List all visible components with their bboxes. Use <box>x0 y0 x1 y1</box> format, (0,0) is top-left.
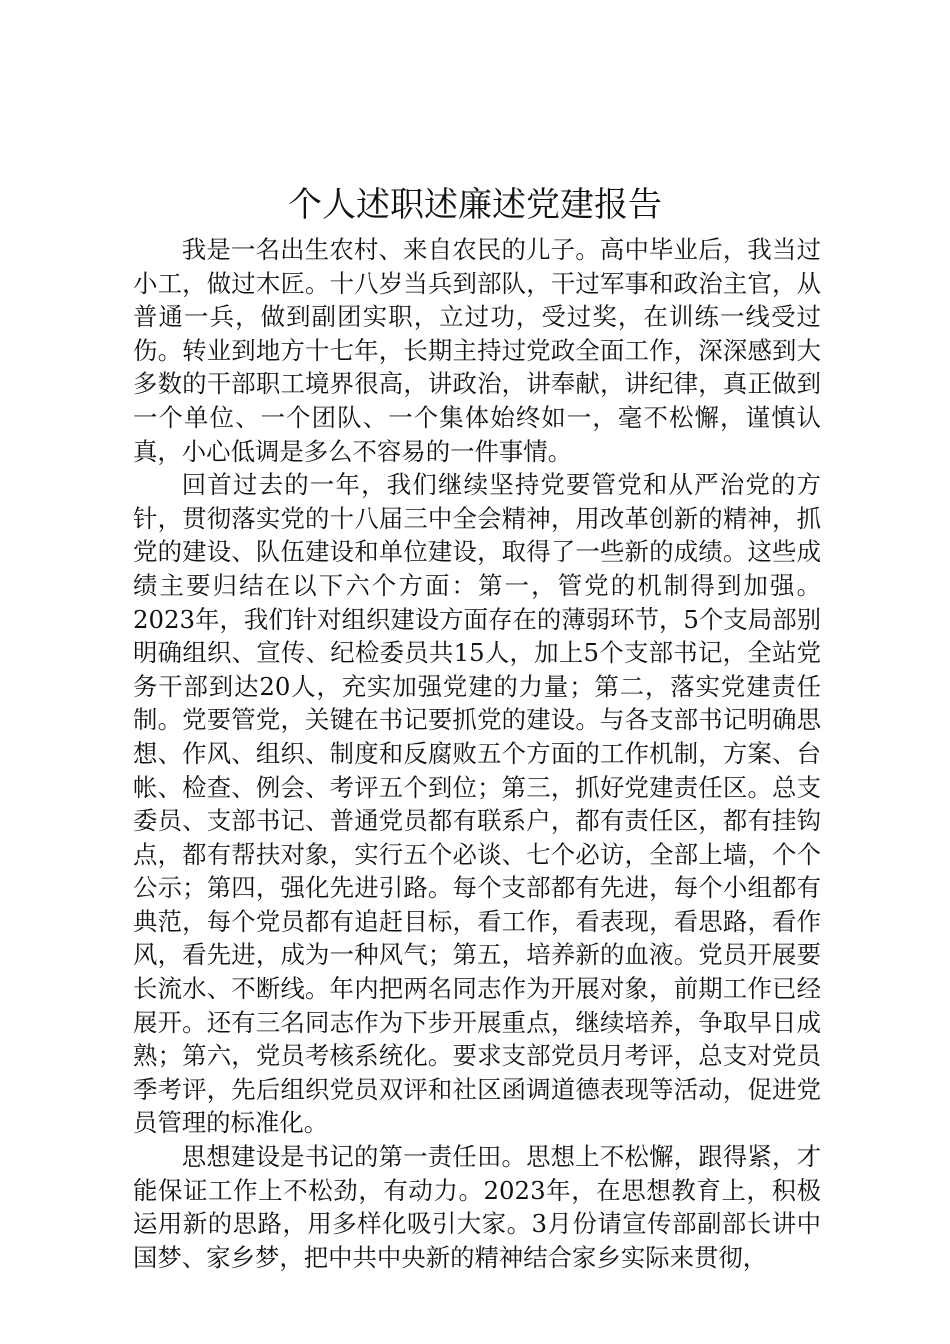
document-title: 个人述职述廉述党建报告 <box>288 185 662 225</box>
document-body <box>133 233 821 1274</box>
paragraph: 思想建设是书记的第一责任田。思想上不松懈，跟得紧，才能保证工作上不松劲，有动力。2023年，在思想教育上，积极运用新的思路，用多样化吸引大家。3月份请宣传部副部长讲中国梦、家乡梦，把中共中央新的精神结合家乡实际来贯彻， <box>133 1142 821 1272</box>
paragraph: 我是一名出生农村、来自农民的儿子。高中毕业后，我当过小工，做过木匠。十八岁当兵到部队，干过军事和政治主官，从普通一兵，做到副团实职，立过功，受过奖，在训练一线受过伤。转业到地方十七年，长期主持过党政全面工作，深深感到大多数的干部职工境界很高，讲政治，讲奉献，讲纪律，真正做到一个单位、一个团队、一个集体始终如一，毫不松懈，谨慎认真，小心低调是多么不容易的一件事情。 <box>133 235 821 466</box>
paragraph: 回首过去的一年，我们继续坚持党要管党和从严治党的方针，贯彻落实党的十八届三中全会精神，用改革创新的精神，抓党的建设、队伍建设和单位建设，取得了一些新的成绩。这些成绩主要归结在以下六个方面：第一，管党的机制得到加强。2023年，我们针对组织建设方面存在的薄弱环节，5个支局部别明确组织、宣传、纪检委员共15人，加上5个支部书记，全站党务干部到达20人，充实加强党建的力量；第二，落实党建责任制。党要管党，关键在书记要抓党的建设。与各支部书记明确思想、作风、组织、制度和反腐败五个方面的工作机制，方案、台帐、检查、例会、考评五个到位；第三，抓好党建责任区。总支委员、支部书记、普通党员都有联系户，都有责任区，都有挂钩点，都有帮扶对象，实行五个必谈、七个必访，全部上墙，个个公示；第四，强化先进引路。每个支部都有先进，每个小组都有典范，每个党员都有追赶目标，看工作，看表现，看思路，看作风，看先进，成为一种风气；第五，培养新的血液。党员开展要长流水、不断线。年内把两名同志作为开展对象，前期工作已经展开。还有三名同志作为下步开展重点，继续培养，争取早日成熟；第六，党员考核系统化。要求支部党员月考评，总支对党员季考评，先后组织党员双评和社区函调道德表现等活动，促进党员管理的标准化。 <box>133 470 821 1138</box>
